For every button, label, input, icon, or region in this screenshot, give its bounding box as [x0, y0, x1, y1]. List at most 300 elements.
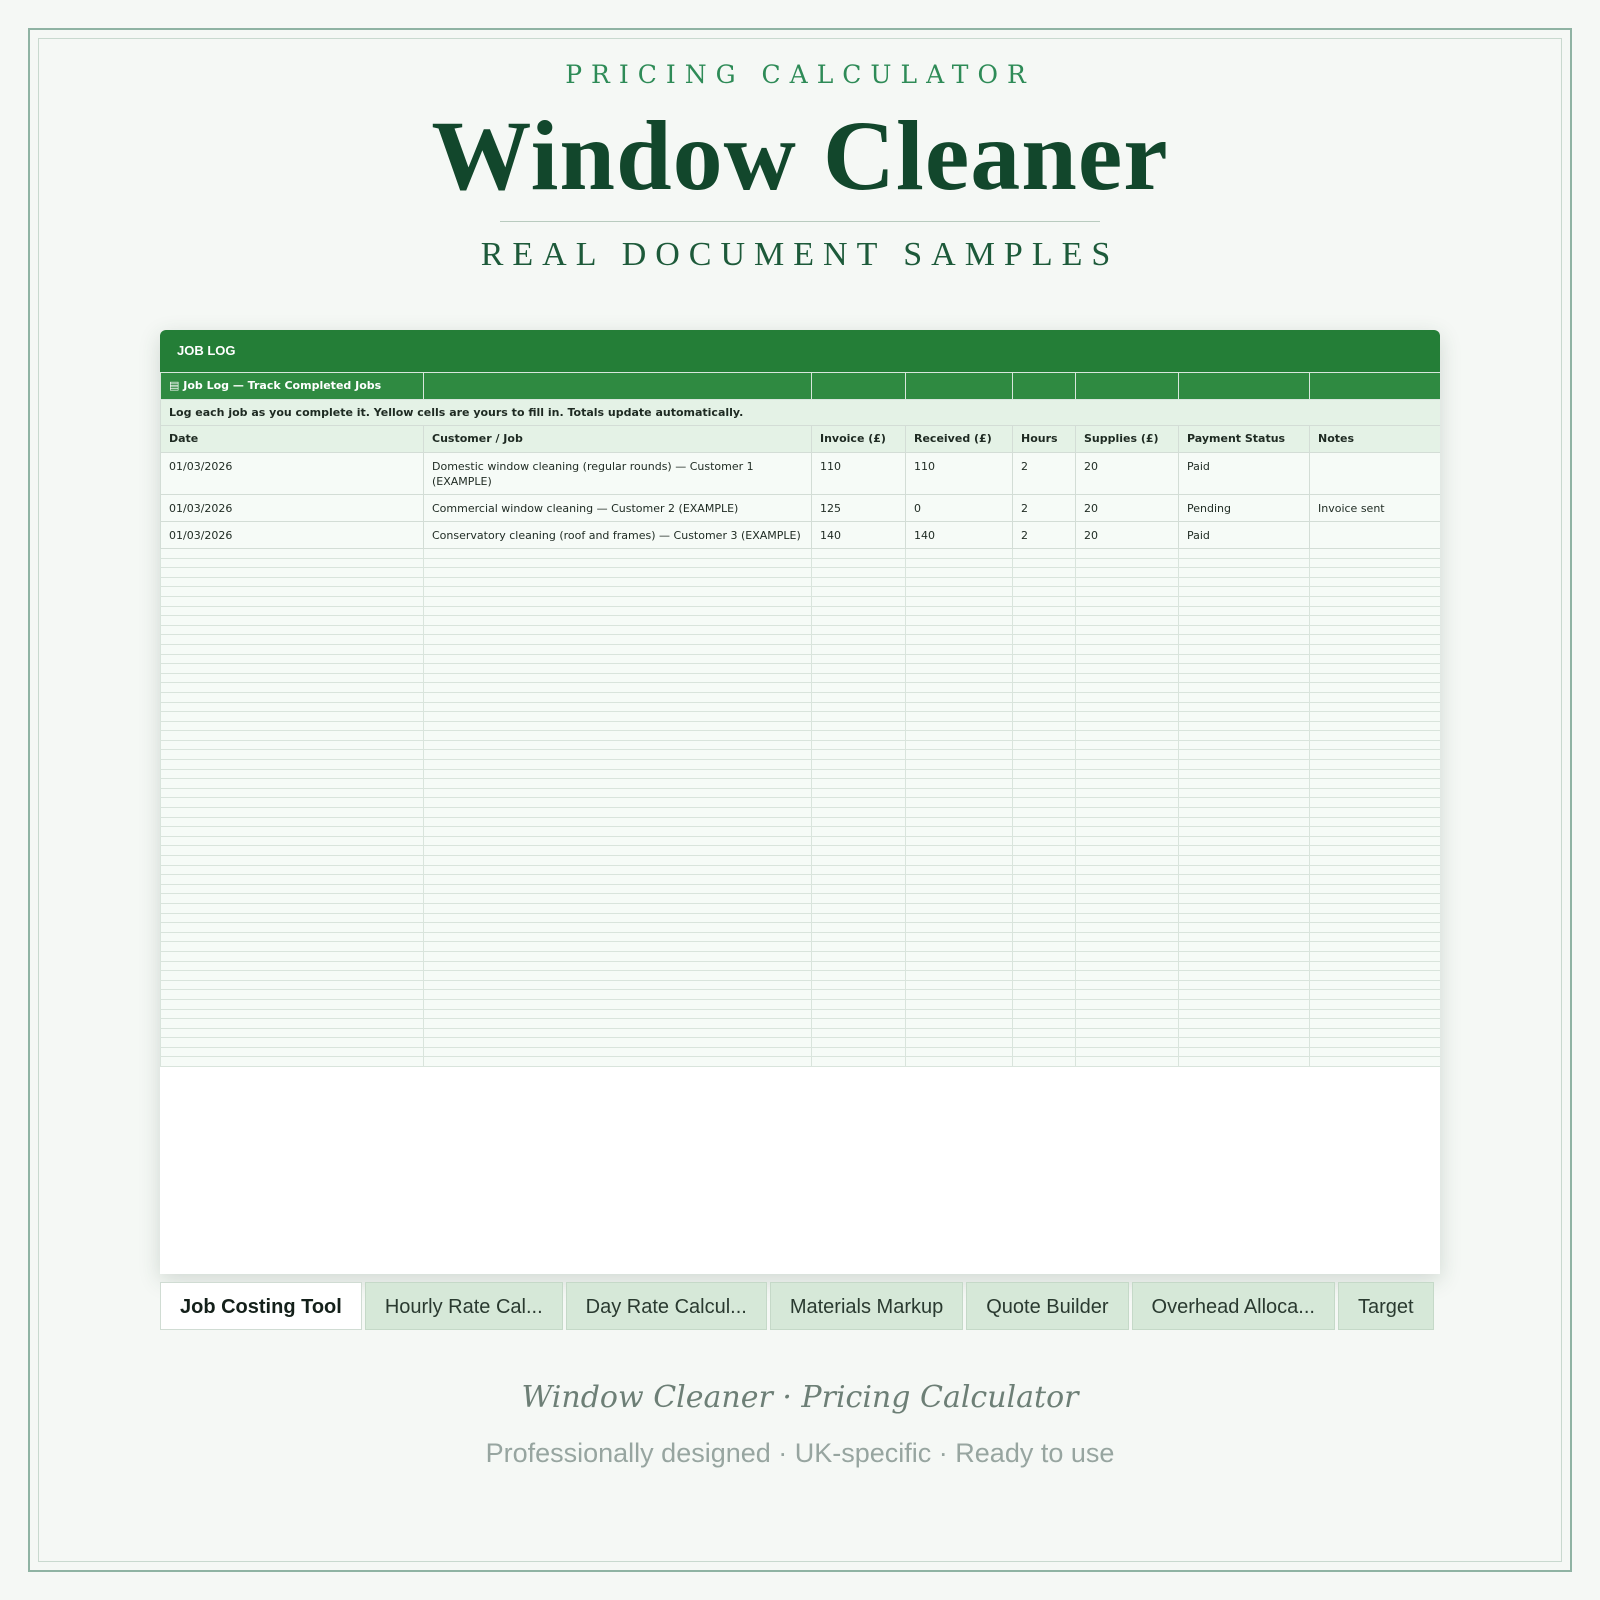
empty-cell[interactable]	[1076, 798, 1179, 808]
empty-cell[interactable]	[424, 913, 812, 923]
empty-cell[interactable]	[1310, 549, 1441, 559]
empty-cell[interactable]	[812, 817, 906, 827]
empty-cell[interactable]	[1076, 865, 1179, 875]
empty-cell[interactable]	[1179, 798, 1310, 808]
empty-cell[interactable]	[161, 808, 424, 818]
empty-cell[interactable]	[812, 673, 906, 683]
empty-cell[interactable]	[424, 856, 812, 866]
empty-cell[interactable]	[812, 923, 906, 933]
empty-cell[interactable]	[906, 1047, 1013, 1057]
empty-cell[interactable]	[812, 894, 906, 904]
empty-cell[interactable]	[424, 865, 812, 875]
empty-cell[interactable]	[424, 673, 812, 683]
empty-cell[interactable]	[1076, 673, 1179, 683]
empty-cell[interactable]	[906, 846, 1013, 856]
tab-overhead-allocation[interactable]: Overhead Alloca...	[1132, 1282, 1335, 1330]
empty-cell[interactable]	[1310, 1057, 1441, 1067]
empty-cell[interactable]	[1310, 894, 1441, 904]
empty-cell[interactable]	[161, 654, 424, 664]
empty-cell[interactable]	[161, 980, 424, 990]
empty-cell[interactable]	[1076, 990, 1179, 1000]
empty-cell[interactable]	[424, 884, 812, 894]
empty-cell[interactable]	[906, 903, 1013, 913]
empty-cell[interactable]	[1310, 951, 1441, 961]
empty-cell[interactable]	[812, 942, 906, 952]
empty-cell[interactable]	[161, 846, 424, 856]
empty-cell[interactable]	[1310, 808, 1441, 818]
empty-cell[interactable]	[424, 788, 812, 798]
empty-cell[interactable]	[1179, 913, 1310, 923]
invoice-cell[interactable]: 110	[812, 453, 906, 495]
empty-cell[interactable]	[424, 1057, 812, 1067]
empty-cell[interactable]	[1310, 769, 1441, 779]
empty-cell[interactable]	[1076, 875, 1179, 885]
empty-cell[interactable]	[906, 702, 1013, 712]
empty-cell[interactable]	[1179, 1057, 1310, 1067]
empty-cell[interactable]	[906, 731, 1013, 741]
empty-cell[interactable]	[1310, 635, 1441, 645]
empty-cell[interactable]	[424, 961, 812, 971]
empty-cell[interactable]	[1179, 1047, 1310, 1057]
empty-cell[interactable]	[906, 932, 1013, 942]
empty-cell[interactable]	[1179, 856, 1310, 866]
empty-cell[interactable]	[906, 1057, 1013, 1067]
empty-cell[interactable]	[1013, 664, 1076, 674]
empty-cell[interactable]	[1076, 903, 1179, 913]
empty-cell[interactable]	[1013, 1028, 1076, 1038]
empty-cell[interactable]	[424, 692, 812, 702]
empty-cell[interactable]	[1179, 577, 1310, 587]
empty-cell[interactable]	[1310, 673, 1441, 683]
empty-cell[interactable]	[906, 577, 1013, 587]
empty-cell[interactable]	[161, 817, 424, 827]
empty-cell[interactable]	[1179, 865, 1310, 875]
empty-cell[interactable]	[1013, 980, 1076, 990]
empty-cell[interactable]	[906, 549, 1013, 559]
empty-cell[interactable]	[1310, 875, 1441, 885]
empty-cell[interactable]	[161, 865, 424, 875]
empty-cell[interactable]	[812, 760, 906, 770]
empty-cell[interactable]	[1179, 644, 1310, 654]
empty-cell[interactable]	[424, 549, 812, 559]
empty-cell[interactable]	[1310, 683, 1441, 693]
empty-cell[interactable]	[1310, 884, 1441, 894]
empty-cell[interactable]	[812, 606, 906, 616]
empty-cell[interactable]	[1013, 894, 1076, 904]
empty-cell[interactable]	[1013, 856, 1076, 866]
empty-cell[interactable]	[812, 932, 906, 942]
empty-cell[interactable]	[1310, 990, 1441, 1000]
empty-cell[interactable]	[1310, 721, 1441, 731]
empty-cell[interactable]	[1076, 836, 1179, 846]
supplies-cell[interactable]: 20	[1076, 495, 1179, 522]
empty-cell[interactable]	[161, 913, 424, 923]
date-cell[interactable]: 01/03/2026	[161, 453, 424, 495]
empty-cell[interactable]	[1013, 923, 1076, 933]
empty-cell[interactable]	[1310, 1038, 1441, 1048]
empty-cell[interactable]	[1076, 549, 1179, 559]
empty-cell[interactable]	[161, 884, 424, 894]
hours-cell[interactable]: 2	[1013, 522, 1076, 549]
empty-cell[interactable]	[906, 990, 1013, 1000]
empty-cell[interactable]	[1076, 625, 1179, 635]
empty-cell[interactable]	[1076, 932, 1179, 942]
empty-cell[interactable]	[424, 616, 812, 626]
empty-cell[interactable]	[424, 769, 812, 779]
empty-cell[interactable]	[1179, 894, 1310, 904]
empty-cell[interactable]	[812, 558, 906, 568]
empty-cell[interactable]	[1310, 740, 1441, 750]
empty-cell[interactable]	[1179, 606, 1310, 616]
empty-cell[interactable]	[812, 769, 906, 779]
empty-cell[interactable]	[812, 625, 906, 635]
empty-cell[interactable]	[424, 1028, 812, 1038]
empty-cell[interactable]	[812, 692, 906, 702]
empty-cell[interactable]	[812, 616, 906, 626]
empty-cell[interactable]	[161, 635, 424, 645]
empty-cell[interactable]	[424, 750, 812, 760]
empty-cell[interactable]	[906, 827, 1013, 837]
empty-cell[interactable]	[1179, 836, 1310, 846]
empty-cell[interactable]	[1310, 568, 1441, 578]
empty-cell[interactable]	[424, 942, 812, 952]
empty-cell[interactable]	[1013, 654, 1076, 664]
empty-cell[interactable]	[1013, 702, 1076, 712]
empty-cell[interactable]	[812, 951, 906, 961]
empty-cell[interactable]	[1013, 788, 1076, 798]
empty-cell[interactable]	[1076, 999, 1179, 1009]
empty-cell[interactable]	[812, 596, 906, 606]
empty-cell[interactable]	[906, 587, 1013, 597]
empty-cell[interactable]	[161, 673, 424, 683]
empty-cell[interactable]	[812, 961, 906, 971]
empty-cell[interactable]	[906, 884, 1013, 894]
empty-cell[interactable]	[906, 836, 1013, 846]
status-cell[interactable]: Pending	[1179, 495, 1310, 522]
empty-cell[interactable]	[1076, 712, 1179, 722]
empty-cell[interactable]	[161, 702, 424, 712]
empty-cell[interactable]	[161, 856, 424, 866]
empty-cell[interactable]	[1179, 769, 1310, 779]
empty-cell[interactable]	[812, 903, 906, 913]
empty-cell[interactable]	[1179, 779, 1310, 789]
empty-cell[interactable]	[906, 644, 1013, 654]
empty-cell[interactable]	[906, 683, 1013, 693]
empty-cell[interactable]	[1076, 664, 1179, 674]
supplies-cell[interactable]: 20	[1076, 453, 1179, 495]
empty-cell[interactable]	[812, 971, 906, 981]
empty-cell[interactable]	[812, 1047, 906, 1057]
empty-cell[interactable]	[1013, 808, 1076, 818]
empty-cell[interactable]	[1076, 558, 1179, 568]
empty-cell[interactable]	[1013, 865, 1076, 875]
empty-cell[interactable]	[1179, 721, 1310, 731]
notes-cell[interactable]	[1310, 522, 1441, 549]
empty-cell[interactable]	[424, 664, 812, 674]
empty-cell[interactable]	[1013, 817, 1076, 827]
empty-cell[interactable]	[812, 587, 906, 597]
empty-cell[interactable]	[1076, 587, 1179, 597]
empty-cell[interactable]	[1310, 942, 1441, 952]
empty-cell[interactable]	[1179, 827, 1310, 837]
empty-cell[interactable]	[812, 654, 906, 664]
tab-day-rate-calculator[interactable]: Day Rate Calcul...	[566, 1282, 767, 1330]
empty-cell[interactable]	[1013, 549, 1076, 559]
empty-cell[interactable]	[1179, 750, 1310, 760]
empty-cell[interactable]	[424, 740, 812, 750]
empty-cell[interactable]	[1013, 971, 1076, 981]
empty-cell[interactable]	[906, 923, 1013, 933]
empty-cell[interactable]	[1013, 577, 1076, 587]
empty-cell[interactable]	[906, 779, 1013, 789]
empty-cell[interactable]	[161, 769, 424, 779]
empty-cell[interactable]	[1076, 1019, 1179, 1029]
empty-cell[interactable]	[906, 980, 1013, 990]
empty-cell[interactable]	[161, 606, 424, 616]
empty-cell[interactable]	[161, 558, 424, 568]
empty-cell[interactable]	[1013, 731, 1076, 741]
empty-cell[interactable]	[1310, 1019, 1441, 1029]
empty-cell[interactable]	[1179, 587, 1310, 597]
empty-cell[interactable]	[906, 1038, 1013, 1048]
empty-cell[interactable]	[161, 798, 424, 808]
empty-cell[interactable]	[161, 903, 424, 913]
empty-cell[interactable]	[1076, 1009, 1179, 1019]
empty-cell[interactable]	[1179, 923, 1310, 933]
empty-cell[interactable]	[1076, 760, 1179, 770]
empty-cell[interactable]	[812, 750, 906, 760]
empty-cell[interactable]	[1179, 683, 1310, 693]
invoice-cell[interactable]: 140	[812, 522, 906, 549]
empty-cell[interactable]	[812, 549, 906, 559]
empty-cell[interactable]	[1310, 664, 1441, 674]
empty-cell[interactable]	[161, 971, 424, 981]
empty-cell[interactable]	[1179, 740, 1310, 750]
notes-cell[interactable]: Invoice sent	[1310, 495, 1441, 522]
empty-cell[interactable]	[424, 596, 812, 606]
empty-cell[interactable]	[424, 644, 812, 654]
empty-cell[interactable]	[1076, 692, 1179, 702]
empty-cell[interactable]	[1076, 1047, 1179, 1057]
empty-cell[interactable]	[161, 875, 424, 885]
empty-cell[interactable]	[161, 827, 424, 837]
empty-cell[interactable]	[161, 951, 424, 961]
empty-cell[interactable]	[424, 721, 812, 731]
empty-cell[interactable]	[906, 942, 1013, 952]
empty-cell[interactable]	[1179, 568, 1310, 578]
empty-cell[interactable]	[424, 577, 812, 587]
empty-cell[interactable]	[906, 712, 1013, 722]
empty-cell[interactable]	[161, 1038, 424, 1048]
empty-cell[interactable]	[906, 894, 1013, 904]
empty-cell[interactable]	[424, 808, 812, 818]
empty-cell[interactable]	[1310, 731, 1441, 741]
empty-cell[interactable]	[1013, 1009, 1076, 1019]
empty-cell[interactable]	[161, 788, 424, 798]
empty-cell[interactable]	[1179, 1019, 1310, 1029]
received-cell[interactable]: 0	[906, 495, 1013, 522]
empty-cell[interactable]	[1179, 558, 1310, 568]
job-cell[interactable]: Commercial window cleaning — Customer 2 (EXAMPLE)	[424, 495, 812, 522]
empty-cell[interactable]	[1310, 616, 1441, 626]
empty-cell[interactable]	[161, 644, 424, 654]
empty-cell[interactable]	[161, 731, 424, 741]
empty-cell[interactable]	[1310, 750, 1441, 760]
empty-cell[interactable]	[1179, 808, 1310, 818]
empty-cell[interactable]	[1310, 913, 1441, 923]
empty-cell[interactable]	[424, 951, 812, 961]
empty-cell[interactable]	[906, 961, 1013, 971]
empty-cell[interactable]	[1179, 654, 1310, 664]
empty-cell[interactable]	[1310, 596, 1441, 606]
empty-cell[interactable]	[161, 549, 424, 559]
empty-cell[interactable]	[1013, 884, 1076, 894]
empty-cell[interactable]	[906, 1009, 1013, 1019]
empty-cell[interactable]	[161, 568, 424, 578]
empty-cell[interactable]	[812, 990, 906, 1000]
empty-cell[interactable]	[1310, 702, 1441, 712]
empty-cell[interactable]	[161, 932, 424, 942]
empty-cell[interactable]	[812, 1009, 906, 1019]
empty-cell[interactable]	[1310, 932, 1441, 942]
empty-cell[interactable]	[1310, 644, 1441, 654]
empty-cell[interactable]	[906, 664, 1013, 674]
empty-cell[interactable]	[1310, 846, 1441, 856]
empty-cell[interactable]	[424, 971, 812, 981]
empty-cell[interactable]	[1179, 903, 1310, 913]
empty-cell[interactable]	[1310, 971, 1441, 981]
empty-cell[interactable]	[906, 875, 1013, 885]
empty-cell[interactable]	[161, 961, 424, 971]
empty-cell[interactable]	[812, 702, 906, 712]
empty-cell[interactable]	[906, 817, 1013, 827]
empty-cell[interactable]	[424, 635, 812, 645]
empty-cell[interactable]	[1310, 865, 1441, 875]
empty-cell[interactable]	[1076, 1057, 1179, 1067]
empty-cell[interactable]	[1310, 961, 1441, 971]
empty-cell[interactable]	[1310, 856, 1441, 866]
empty-cell[interactable]	[1179, 942, 1310, 952]
empty-cell[interactable]	[424, 731, 812, 741]
empty-cell[interactable]	[1013, 1038, 1076, 1048]
empty-cell[interactable]	[1310, 827, 1441, 837]
empty-cell[interactable]	[1179, 596, 1310, 606]
notes-cell[interactable]	[1310, 453, 1441, 495]
empty-cell[interactable]	[161, 923, 424, 933]
empty-cell[interactable]	[1013, 616, 1076, 626]
tab-materials-markup[interactable]: Materials Markup	[770, 1282, 963, 1330]
empty-cell[interactable]	[424, 990, 812, 1000]
empty-cell[interactable]	[424, 568, 812, 578]
empty-cell[interactable]	[906, 750, 1013, 760]
empty-cell[interactable]	[1076, 731, 1179, 741]
empty-cell[interactable]	[1013, 692, 1076, 702]
empty-cell[interactable]	[1310, 923, 1441, 933]
empty-cell[interactable]	[1076, 827, 1179, 837]
empty-cell[interactable]	[1013, 712, 1076, 722]
empty-cell[interactable]	[1076, 616, 1179, 626]
empty-cell[interactable]	[906, 798, 1013, 808]
empty-cell[interactable]	[1179, 999, 1310, 1009]
empty-cell[interactable]	[1076, 769, 1179, 779]
empty-cell[interactable]	[1310, 980, 1441, 990]
empty-cell[interactable]	[424, 817, 812, 827]
empty-cell[interactable]	[1179, 760, 1310, 770]
empty-cell[interactable]	[1013, 903, 1076, 913]
empty-cell[interactable]	[1179, 1028, 1310, 1038]
empty-cell[interactable]	[1310, 760, 1441, 770]
empty-cell[interactable]	[906, 721, 1013, 731]
empty-cell[interactable]	[1179, 635, 1310, 645]
empty-cell[interactable]	[1013, 999, 1076, 1009]
empty-cell[interactable]	[812, 913, 906, 923]
empty-cell[interactable]	[1013, 779, 1076, 789]
empty-cell[interactable]	[1179, 980, 1310, 990]
empty-cell[interactable]	[1076, 740, 1179, 750]
empty-cell[interactable]	[1179, 971, 1310, 981]
empty-cell[interactable]	[1076, 635, 1179, 645]
empty-cell[interactable]	[424, 1009, 812, 1019]
empty-cell[interactable]	[161, 1057, 424, 1067]
empty-cell[interactable]	[812, 865, 906, 875]
empty-cell[interactable]	[906, 856, 1013, 866]
empty-cell[interactable]	[161, 1019, 424, 1029]
empty-cell[interactable]	[161, 587, 424, 597]
empty-cell[interactable]	[161, 836, 424, 846]
empty-cell[interactable]	[1013, 913, 1076, 923]
empty-cell[interactable]	[906, 606, 1013, 616]
empty-cell[interactable]	[1013, 750, 1076, 760]
empty-cell[interactable]	[906, 596, 1013, 606]
empty-cell[interactable]	[1013, 587, 1076, 597]
empty-cell[interactable]	[1013, 606, 1076, 616]
empty-cell[interactable]	[906, 616, 1013, 626]
empty-cell[interactable]	[161, 625, 424, 635]
empty-cell[interactable]	[161, 1047, 424, 1057]
empty-cell[interactable]	[812, 1028, 906, 1038]
empty-cell[interactable]	[1310, 587, 1441, 597]
empty-cell[interactable]	[812, 577, 906, 587]
empty-cell[interactable]	[1076, 606, 1179, 616]
empty-cell[interactable]	[1179, 712, 1310, 722]
empty-cell[interactable]	[1179, 1009, 1310, 1019]
empty-cell[interactable]	[1076, 923, 1179, 933]
empty-cell[interactable]	[1076, 817, 1179, 827]
empty-cell[interactable]	[424, 827, 812, 837]
empty-cell[interactable]	[1013, 760, 1076, 770]
empty-cell[interactable]	[812, 788, 906, 798]
empty-cell[interactable]	[1179, 932, 1310, 942]
empty-cell[interactable]	[1310, 1028, 1441, 1038]
tab-quote-builder[interactable]: Quote Builder	[966, 1282, 1128, 1330]
empty-cell[interactable]	[424, 702, 812, 712]
empty-cell[interactable]	[812, 644, 906, 654]
empty-cell[interactable]	[424, 923, 812, 933]
empty-cell[interactable]	[161, 616, 424, 626]
empty-cell[interactable]	[161, 779, 424, 789]
empty-cell[interactable]	[906, 865, 1013, 875]
date-cell[interactable]: 01/03/2026	[161, 522, 424, 549]
empty-cell[interactable]	[1310, 692, 1441, 702]
empty-cell[interactable]	[1310, 903, 1441, 913]
empty-cell[interactable]	[812, 683, 906, 693]
empty-cell[interactable]	[906, 635, 1013, 645]
empty-cell[interactable]	[812, 568, 906, 578]
empty-cell[interactable]	[1013, 740, 1076, 750]
empty-cell[interactable]	[812, 1038, 906, 1048]
empty-cell[interactable]	[1310, 779, 1441, 789]
tab-hourly-rate-calculator[interactable]: Hourly Rate Cal...	[365, 1282, 563, 1330]
